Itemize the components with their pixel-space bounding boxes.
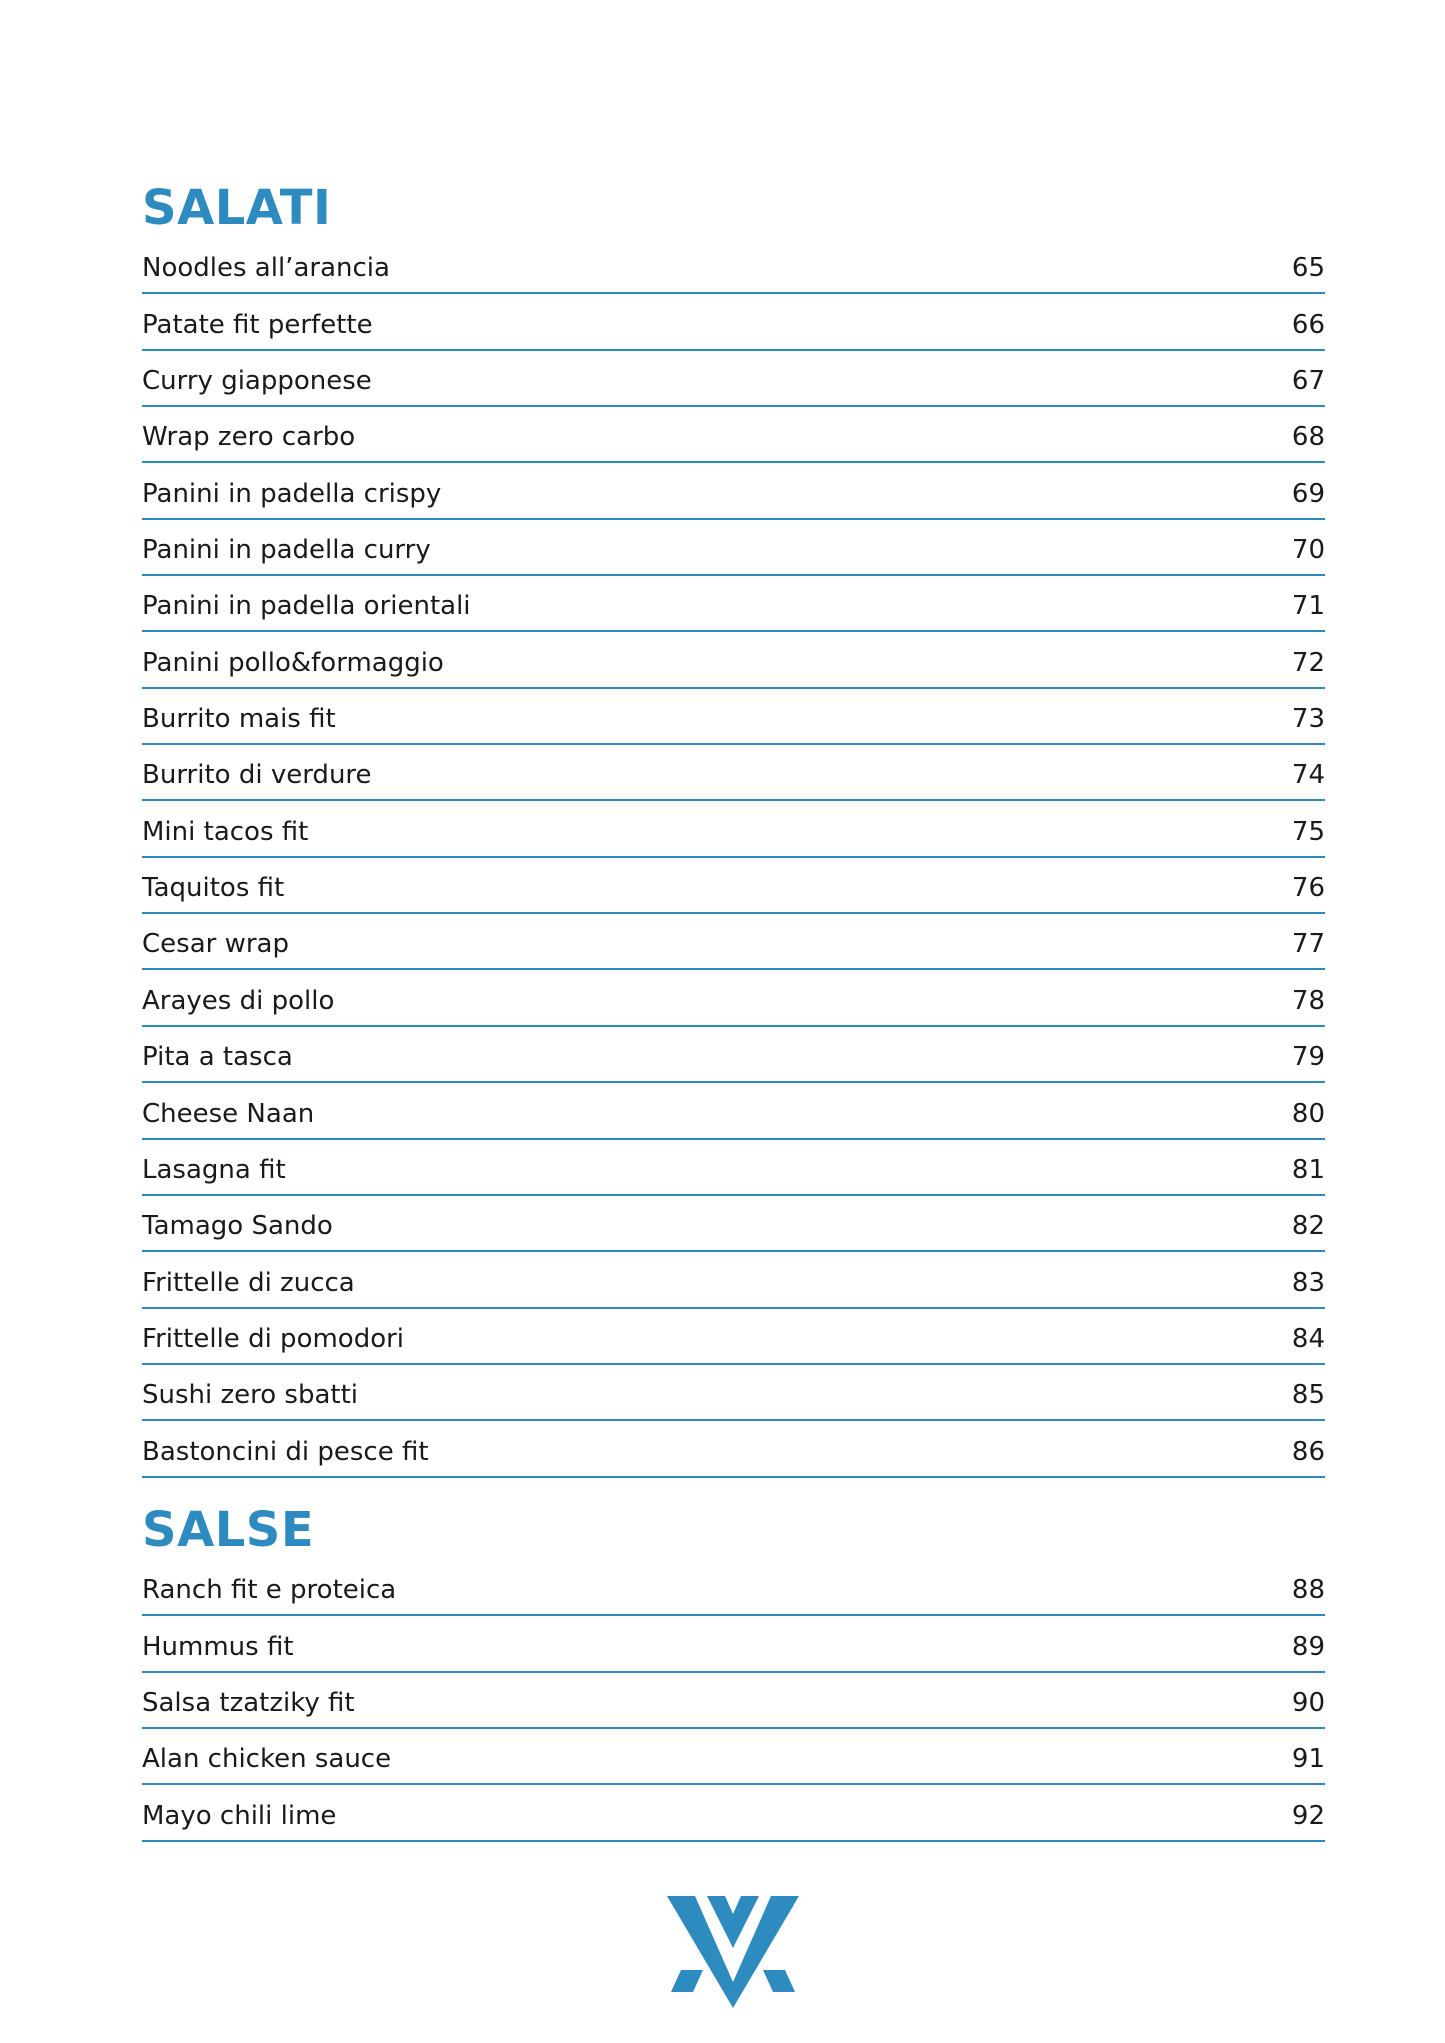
toc-entry-title: Mayo chili lime — [142, 1800, 337, 1831]
toc-row[interactable] — [142, 1560, 1325, 1616]
toc-page-number: 92 — [1291, 1800, 1325, 1831]
toc-row[interactable] — [142, 351, 1325, 407]
toc-page-number: 82 — [1291, 1211, 1325, 1242]
toc-row[interactable] — [142, 689, 1325, 745]
toc-entry-title: Frittelle di pomodori — [142, 1323, 405, 1354]
toc-list-salse — [142, 1560, 1325, 1842]
toc-page-number: 65 — [1291, 253, 1325, 284]
toc-page-number: 78 — [1291, 985, 1325, 1016]
toc-entry-title: Mini tacos fit — [142, 816, 309, 847]
toc-entry-title: Bastoncini di pesce fit — [142, 1436, 429, 1467]
toc-entry-title: Cesar wrap — [142, 929, 289, 960]
toc-entry-title: Panini in padella crispy — [142, 478, 442, 509]
toc-entry-title: Sushi zero sbatti — [142, 1380, 359, 1411]
toc-row[interactable] — [142, 576, 1325, 632]
toc-page-number: 76 — [1291, 873, 1325, 904]
toc-entry-title: Frittelle di zucca — [142, 1267, 355, 1298]
toc-entry-title: Alan chicken sauce — [142, 1744, 392, 1775]
toc-row[interactable] — [142, 1421, 1325, 1477]
toc-row[interactable] — [142, 1027, 1325, 1083]
toc-entry-title: Lasagna fit — [142, 1154, 286, 1185]
toc-page-number: 73 — [1291, 704, 1325, 735]
toc-entry-title: Salsa tzatziky fit — [142, 1688, 355, 1719]
toc-row[interactable] — [142, 1616, 1325, 1672]
toc-entry-title: Hummus fit — [142, 1631, 294, 1662]
toc-page-number: 81 — [1291, 1154, 1325, 1185]
toc-row[interactable] — [142, 1785, 1325, 1841]
toc-entry-title: Tamago Sando — [142, 1211, 333, 1242]
toc-row[interactable] — [142, 407, 1325, 463]
toc-row[interactable] — [142, 970, 1325, 1026]
brand-logo-icon — [667, 1896, 799, 2008]
toc-row[interactable] — [142, 914, 1325, 970]
toc-page-number: 77 — [1291, 929, 1325, 960]
toc-row[interactable] — [142, 520, 1325, 576]
toc-row[interactable] — [142, 1252, 1325, 1308]
toc-row[interactable] — [142, 801, 1325, 857]
toc-page-number: 83 — [1291, 1267, 1325, 1298]
toc-page-number: 75 — [1291, 816, 1325, 847]
toc-row[interactable] — [142, 1309, 1325, 1365]
toc-entry-title: Burrito di verdure — [142, 760, 372, 791]
toc-page-number: 91 — [1291, 1744, 1325, 1775]
toc-page-number: 86 — [1291, 1436, 1325, 1467]
toc-row[interactable] — [142, 858, 1325, 914]
toc-row[interactable] — [142, 1673, 1325, 1729]
toc-row[interactable] — [142, 745, 1325, 801]
toc-entry-title: Cheese Naan — [142, 1098, 315, 1129]
section-title-salse: SALSE — [142, 1502, 315, 1558]
toc-page-number: 72 — [1291, 647, 1325, 678]
toc-page-number: 71 — [1291, 591, 1325, 622]
toc-page-number: 90 — [1291, 1688, 1325, 1719]
toc-entry-title: Pita a tasca — [142, 1042, 293, 1073]
toc-row[interactable] — [142, 1140, 1325, 1196]
toc-page-number: 88 — [1291, 1575, 1325, 1606]
toc-entry-title: Patate fit perfette — [142, 309, 373, 340]
toc-page-number: 85 — [1291, 1380, 1325, 1411]
toc-row[interactable] — [142, 1196, 1325, 1252]
toc-page-number: 84 — [1291, 1323, 1325, 1354]
toc-row[interactable] — [142, 463, 1325, 519]
toc-row[interactable] — [142, 1083, 1325, 1139]
toc-page-number: 74 — [1291, 760, 1325, 791]
section-title-salati: SALATI — [142, 180, 332, 236]
table-of-contents-page — [142, 0, 1325, 2043]
toc-entry-title: Burrito mais fit — [142, 704, 336, 735]
toc-entry-title: Taquitos fit — [142, 873, 285, 904]
toc-entry-title: Wrap zero carbo — [142, 422, 356, 453]
toc-page-number: 67 — [1291, 366, 1325, 397]
toc-page-number: 69 — [1291, 478, 1325, 509]
toc-row[interactable] — [142, 1365, 1325, 1421]
toc-entry-title: Curry giapponese — [142, 366, 372, 397]
toc-entry-title: Ranch fit e proteica — [142, 1575, 397, 1606]
toc-page-number: 79 — [1291, 1042, 1325, 1073]
toc-page-number: 66 — [1291, 309, 1325, 340]
toc-row[interactable] — [142, 238, 1325, 294]
toc-page-number: 80 — [1291, 1098, 1325, 1129]
toc-page-number: 89 — [1291, 1631, 1325, 1662]
toc-page-number: 70 — [1291, 535, 1325, 566]
toc-entry-title: Panini pollo&formaggio — [142, 647, 444, 678]
toc-entry-title: Noodles all’arancia — [142, 253, 390, 284]
toc-row[interactable] — [142, 294, 1325, 350]
toc-entry-title: Panini in padella orientali — [142, 591, 471, 622]
toc-row[interactable] — [142, 632, 1325, 688]
toc-entry-title: Arayes di pollo — [142, 985, 335, 1016]
toc-entry-title: Panini in padella curry — [142, 535, 431, 566]
toc-page-number: 68 — [1291, 422, 1325, 453]
toc-row[interactable] — [142, 1729, 1325, 1785]
toc-list-salati — [142, 238, 1325, 1478]
